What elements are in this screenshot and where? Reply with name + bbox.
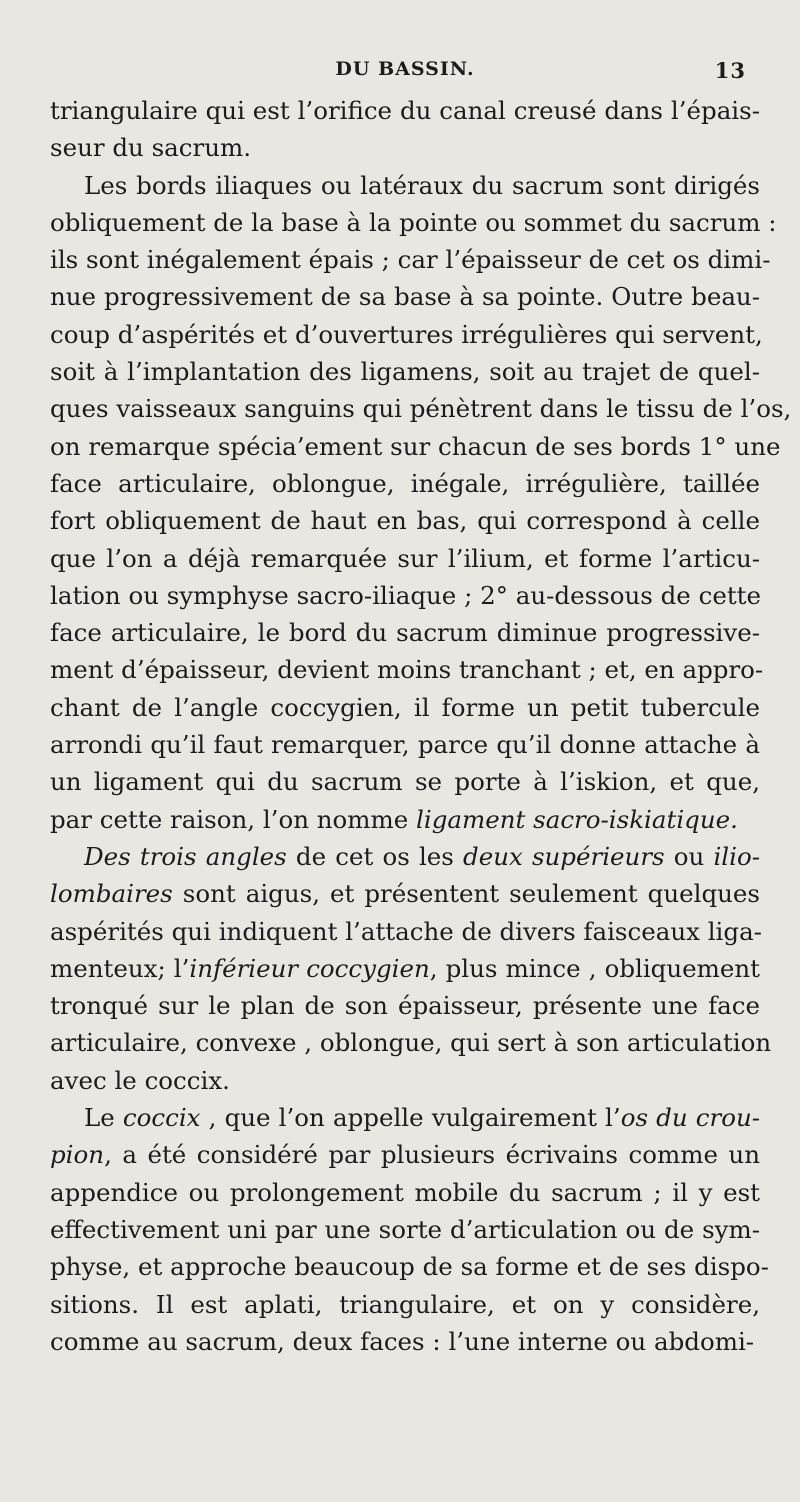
text-line (50, 540, 760, 577)
paragraph (50, 92, 760, 167)
text-segment: Le (84, 1103, 123, 1133)
italic-text: lombaires (50, 879, 173, 909)
italic-text: ligament sacro-iskiatique. (416, 804, 738, 834)
text-line (50, 987, 760, 1024)
text-line (50, 428, 781, 465)
italic-text: os du crou- (620, 1103, 761, 1133)
text-segment: tronqué sur le plan de son épaisseur, présente une face (50, 991, 760, 1021)
text-segment: face articulaire, oblongue, inégale, irrégulière, taillée (50, 468, 760, 498)
text-segment: , a été considéré par plusieurs écrivains comme un (104, 1140, 760, 1170)
text-line (50, 465, 760, 502)
text-segment: avec le coccix. (50, 1065, 230, 1095)
text-line (50, 651, 764, 688)
text-segment: obliquement de la base à la pointe ou sommet du sacrum : (50, 207, 777, 237)
text-line (50, 1286, 760, 1323)
text-segment: ment d’épaisseur, devient moins tranchant ; et, en appro- (50, 655, 764, 685)
text-segment: un ligament qui du sacrum se porte à l’iskion, et que, (50, 767, 760, 797)
text-segment: seur du sacrum. (50, 133, 252, 163)
italic-text: Des trois angles (84, 841, 287, 871)
text-segment: ques vaisseaux sanguins qui pénètrent dans le tissu de l’os, (50, 394, 792, 424)
text-line (50, 92, 760, 129)
text-line (50, 801, 760, 838)
running-title: DU BASSIN. (335, 58, 475, 80)
italic-text: ilio- (713, 841, 761, 871)
text-segment: soit à l’implantation des ligamens, soit au trajet de quel- (50, 357, 760, 387)
text-line (50, 1024, 772, 1061)
text-segment: , que l’on appelle vulgairement l’ (200, 1103, 621, 1133)
text-line (50, 316, 763, 353)
text-segment: on remarque spécia’ement sur chacun de ses bords 1° une (50, 431, 781, 461)
paragraph (50, 838, 772, 1099)
text-line (50, 204, 777, 241)
text-line (50, 1099, 760, 1136)
text-line (50, 950, 760, 987)
text-line (50, 1062, 760, 1099)
text-segment: sitions. Il est aplati, triangulaire, et on y considère, (50, 1289, 760, 1319)
text-line (50, 726, 760, 763)
text-segment: ils sont inégalement épais ; car l’épaisseur de cet os dimi- (50, 245, 771, 275)
text-segment: articulaire, convexe , oblongue, qui sert à son articulation (50, 1028, 772, 1058)
text-line (50, 1136, 760, 1173)
text-line (50, 1211, 760, 1248)
text-segment: Les bords iliaques ou latéraux du sacrum sont dirigés (84, 170, 760, 200)
text-segment: physe, et approche beaucoup de sa forme et de ses dispo- (50, 1252, 769, 1282)
italic-text: coccix (122, 1103, 201, 1133)
text-segment: appendice ou prolongement mobile du sacrum ; il y est (50, 1177, 760, 1207)
text-line (50, 1323, 760, 1360)
text-segment: comme au sacrum, deux faces : l’une interne ou abdomi- (50, 1326, 755, 1356)
text-line (50, 129, 760, 166)
text-segment: lation ou symphyse sacro-iliaque ; 2° au-dessous de cette (50, 580, 762, 610)
text-segment: par cette raison, l’on nomme (50, 804, 417, 834)
text-segment: arrondi qu’il faut remarquer, parce qu’il donne attache à (50, 730, 760, 760)
text-line (50, 390, 792, 427)
text-line (50, 167, 760, 204)
text-segment: que l’on a déjà remarquée sur l’ilium, et forme l’articu- (50, 543, 760, 573)
paragraph (50, 1099, 769, 1360)
text-line (50, 913, 760, 950)
text-line (50, 502, 760, 539)
text-line (50, 353, 760, 390)
text-line (50, 278, 760, 315)
text-line (50, 614, 760, 651)
text-segment: aspérités qui indiquent l’attache de divers faisceaux liga- (50, 916, 762, 946)
text-segment: triangulaire qui est l’orifice du canal creusé dans l’épais- (50, 96, 760, 125)
text-segment: face articulaire, le bord du sacrum diminue progressive- (50, 618, 760, 648)
text-segment: chant de l’angle coccygien, il forme un petit tubercule (50, 692, 760, 722)
text-line (50, 1248, 769, 1285)
text-segment: menteux; l’ (50, 953, 190, 983)
text-segment: de cet os les (286, 841, 464, 871)
text-line (50, 763, 760, 800)
text-segment: ou (664, 841, 714, 871)
text-line (50, 577, 760, 614)
italic-text: deux supérieurs (463, 841, 665, 871)
body-text (50, 92, 792, 1360)
text-line (50, 838, 760, 875)
italic-text: inférieur coccygien (189, 953, 430, 983)
running-head (50, 58, 760, 88)
text-line (50, 875, 760, 912)
text-segment: nue progressivement de sa base à sa pointe. Outre beau- (50, 282, 760, 312)
text-segment: sont aigus, et présentent seulement quelques (172, 879, 760, 909)
paragraph (50, 167, 792, 838)
text-line (50, 1174, 760, 1211)
text-segment: , plus mince , obliquement (429, 953, 760, 983)
page-number: 13 (714, 58, 746, 83)
text-line (50, 241, 771, 278)
text-segment: coup d’aspérités et d’ouvertures irrégulières qui servent, (50, 319, 763, 349)
text-line (50, 689, 760, 726)
text-segment: effectivement uni par une sorte d’articulation ou de sym- (50, 1214, 760, 1244)
text-segment: fort obliquement de haut en bas, qui correspond à celle (50, 506, 760, 536)
italic-text: pion (50, 1140, 105, 1170)
